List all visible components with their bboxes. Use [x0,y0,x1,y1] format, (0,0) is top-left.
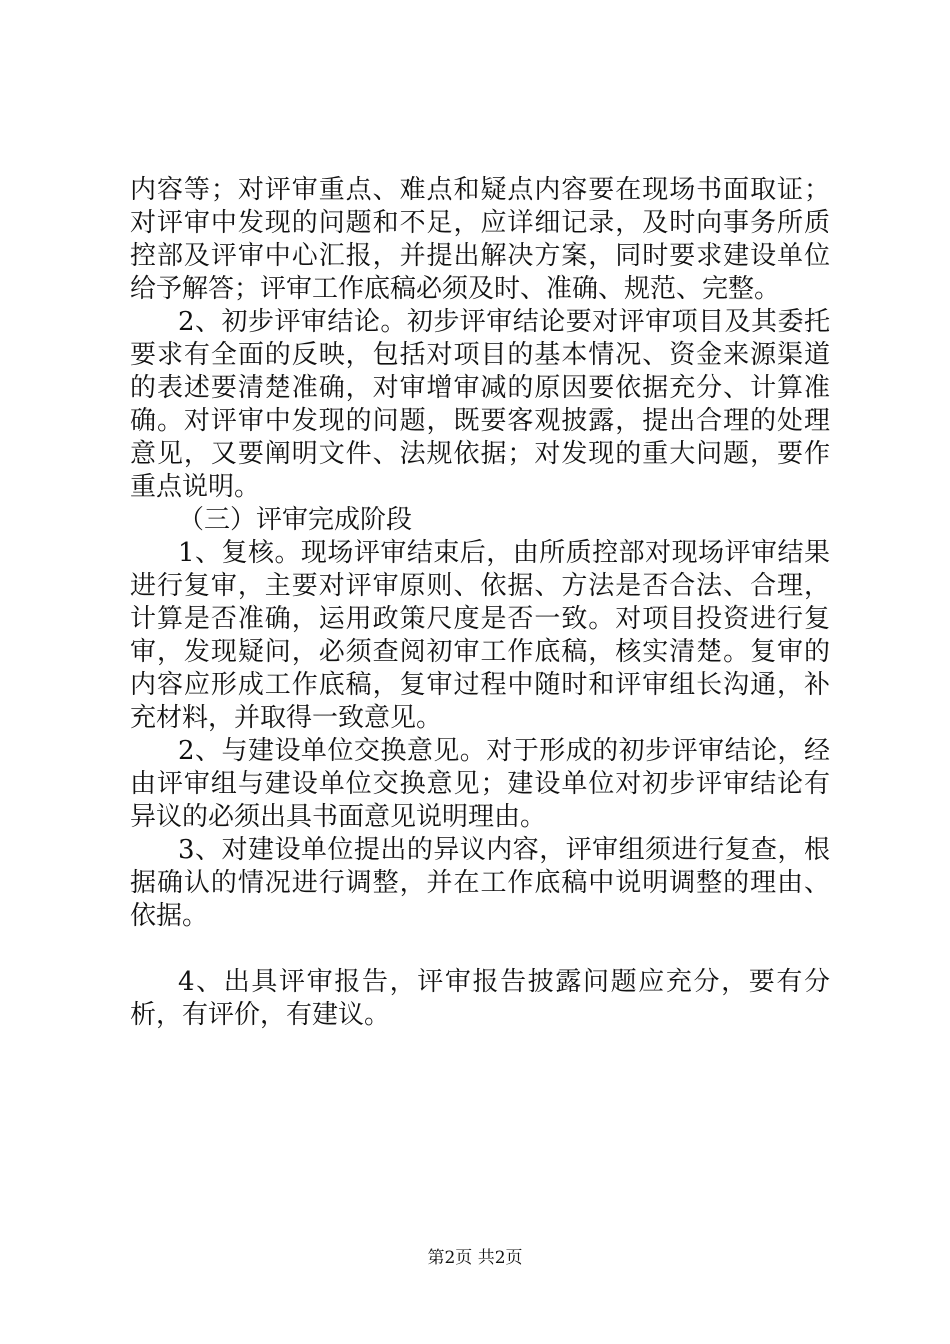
page-number-label: 第2页 共2页 [427,1248,523,1268]
paragraph-issue-report: 4、出具评审报告，评审报告披露问题应充分，要有分析，有评价，有建议。 [130,967,830,1030]
paragraph-review: 1、复核。现场评审结束后，由所质控部对现场评审结果进行复审，主要对评审原则、依据、方法是否合法、合理，计算是否准确，运用政策尺度是否一致。对项目投资进行复审，发现疑问，必须查阅初审工作底稿，核实清楚。复审的内容应形成工作底稿，复审过程中随时和评审组长沟通，补充材料，并取得一致意见。 [130,538,830,733]
document-body [130,174,830,1032]
paragraph-preliminary-conclusion: 2、初步评审结论。初步评审结论要对评审项目及其委托要求有全面的反映，包括对项目的基本情况、资金来源渠道的表述要清楚准确，对审增审减的原因要依据充分、计算准确。对评审中发现的问题，既要客观披露，提出合理的处理意见，又要阐明文件、法规依据；对发现的重大问题，要作重点说明。 [130,307,830,502]
page-footer [0,1243,950,1268]
paragraph-exchange-opinions: 2、与建设单位交换意见。对于形成的初步评审结论，经由评审组与建设单位交换意见；建设单位对初步评审结论有异议的必须出具书面意见说明理由。 [130,736,830,832]
paragraph-continuation: 内容等；对评审重点、难点和疑点内容要在现场书面取证；对评审中发现的问题和不足，应详细记录，及时向事务所质控部及评审中心汇报，并提出解决方案，同时要求建设单位给予解答；评审工作底稿必须及时、准确、规范、完整。 [130,175,830,304]
blank-line [130,933,830,966]
paragraph-objection-adjustment: 3、对建设单位提出的异议内容，评审组须进行复查，根据确认的情况进行调整，并在工作底稿中说明调整的理由、依据。 [130,835,830,931]
section-heading-completion-stage: （三）评审完成阶段 [178,505,413,535]
